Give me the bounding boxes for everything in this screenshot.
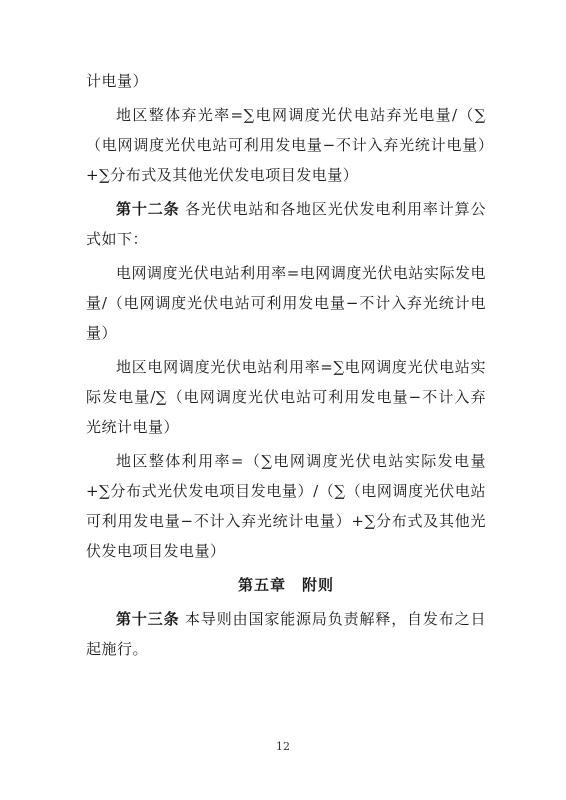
article-12 bbox=[86, 194, 486, 254]
page-number: 12 bbox=[276, 740, 290, 753]
formula-grid-station-utilization: 电网调度光伏电站利用率=电网调度光伏电站实际发电量/（电网调度光伏电站可利用发电量−不计入弃光统计电量） bbox=[86, 264, 486, 342]
article-13-label: 第十三条 bbox=[116, 610, 180, 628]
article-12-label: 第十二条 bbox=[116, 200, 180, 218]
formula-region-overall-utilization: 地区整体利用率=（∑电网调度光伏电站实际发电量+∑分布式光伏发电项目发电量）/（∑（电网调度光伏电站可利用发电量−不计入弃光统计电量）+∑分布式及其他光伏发电项目发电量） bbox=[86, 452, 486, 560]
formula-region-curtailment-rate: 地区整体弃光率=∑电网调度光伏电站弃光电量/（∑（电网调度光伏电站可利用发电量−不计入弃光统计电量）+∑分布式及其他光伏发电项目发电量） bbox=[86, 106, 486, 184]
chapter-5-title: 第五章 附则 bbox=[237, 576, 334, 594]
article-12-text: 各光伏电站和各地区光伏发电利用率计算公式如下： bbox=[86, 200, 486, 248]
formula-continuation: 计电量） bbox=[86, 72, 149, 90]
formula-region-grid-utilization: 地区电网调度光伏电站利用率=∑电网调度光伏电站实际发电量/∑（电网调度光伏电站可利用发电量−不计入弃光统计电量） bbox=[86, 358, 486, 436]
article-13 bbox=[86, 604, 486, 664]
article-13-text: 本导则由国家能源局负责解释，自发布之日起施行。 bbox=[86, 610, 486, 658]
document-body bbox=[86, 66, 486, 668]
